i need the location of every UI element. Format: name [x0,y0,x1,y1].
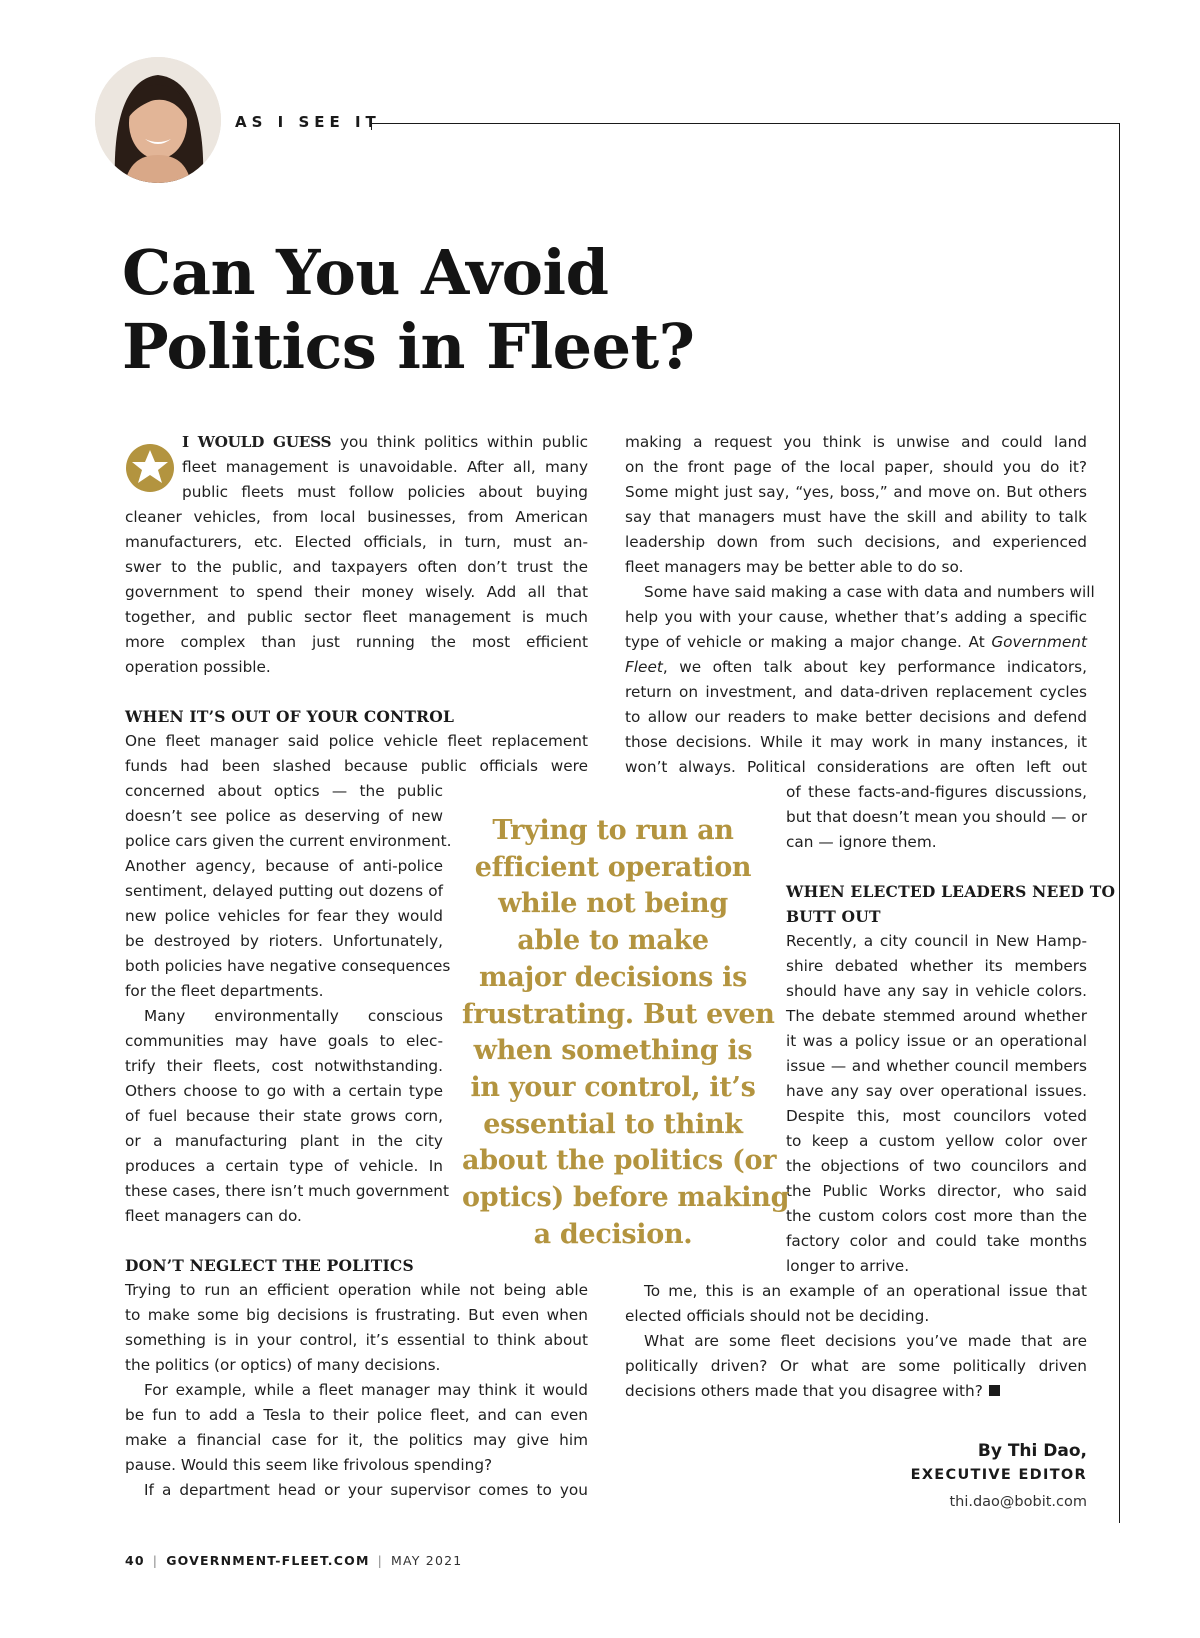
article-text-line: to allow our readers to make better decisions and defend [625,708,1087,726]
article-text-line: the custom colors cost more than the [786,1207,1087,1225]
subhead-elected-leaders-2: BUTT OUT [786,907,881,926]
article-text-line: What are some fleet decisions you’ve made that are [644,1332,1087,1350]
article-text-line: fleet managers can do. [125,1207,302,1225]
article-text-line: operation possible. [125,658,271,676]
article-text-line: to make some big decisions is frustrating. But even when [125,1306,588,1324]
page-footer [125,1553,462,1568]
headline-line-1: Can You Avoid [122,236,609,309]
article-text-line: fleet managers may be better able to do so. [625,558,964,576]
article-text-line: new police vehicles for fear they would [125,907,443,925]
article-text-line: government to spend their money wisely. Add all that [125,583,588,601]
publication-name: Government [991,633,1087,651]
article-text-line: have any say over operational issues. [786,1082,1087,1100]
article-text-line: for the fleet departments. [125,982,324,1000]
pull-quote-line: major decisions is [479,961,747,993]
article-text-line: Recently, a city council in New Hamp- [786,932,1087,950]
article-text-line: Many environmentally conscious [144,1007,443,1025]
article-headline [122,236,695,384]
footer-separator: | [152,1553,159,1568]
end-square-icon [989,1385,1000,1396]
article-text-line: If a department head or your supervisor comes to you [144,1481,588,1499]
footer-date: MAY 2021 [391,1553,463,1568]
article-text-line: produces a certain type of vehicle. In [125,1157,443,1175]
subhead-neglect-politics: DON’T NEGLECT THE POLITICS [125,1256,414,1275]
header-rule [372,123,1120,124]
article-text-line: the objections of two councilors and [786,1157,1087,1175]
article-text-line: Some have said making a case with data and numbers will [644,583,1095,601]
article-text-line: I WOULD GUESS you think politics within public [182,433,589,451]
article-text-line: type of vehicle or making a major change. At Government [625,633,1087,651]
article-text-line: to keep a custom yellow color over [786,1132,1087,1150]
article-text-line: should have any say in vehicle colors. [786,982,1087,1000]
article-text-line: these cases, there isn’t much government [125,1182,449,1200]
article-text-line: elected officials should not be deciding. [625,1307,930,1325]
article-text-line: communities may have goals to elec- [125,1032,443,1050]
byline-name: By Thi Dao, [977,1441,1087,1461]
article-text-line: together, and public sector fleet management is much [125,608,588,626]
article-text-line: doesn’t see police as deserving of new [125,807,443,825]
article-text-line: make a financial case for it, the politics may give him [125,1431,588,1449]
article-text-line: issue — and whether council members [786,1057,1087,1075]
article-text-line: politically driven? Or what are some politically driven [625,1357,1087,1375]
article-text-line: public fleets must follow policies about buying [182,483,588,501]
article-text-line: leadership down from such decisions, and experienced [625,533,1087,551]
article-text-line: longer to arrive. [786,1257,910,1275]
headline-line-2: Politics in Fleet? [122,310,695,383]
article-text-line: help you with your cause, whether that’s adding a specific [625,608,1087,626]
pull-quote-line: in your control, it’s [470,1071,756,1103]
article-text-line: Some might just say, “yes, boss,” and move on. But others [625,483,1087,501]
article-text-line: Others choose to go with a certain type [125,1082,443,1100]
article-text-line: Despite this, most councilors voted [786,1107,1087,1125]
article-text-line: pause. Would this seem like frivolous spending? [125,1456,493,1474]
article-text-line: more complex than just running the most efficient [125,633,588,651]
byline-title: EXECUTIVE EDITOR [910,1467,1087,1483]
article-text-line: making a request you think is unwise and could land [625,433,1087,451]
pull-quote-line: Trying to run an [492,815,734,846]
article-text-line: return on investment, and data-driven replacement cycles [625,683,1087,701]
article-text-line: those decisions. While it may work in many instances, it [625,733,1087,751]
article-text-line: of fuel because their state grows corn, [125,1107,443,1125]
article-text-line: won’t always. Political considerations are often left out [625,758,1087,776]
pull-quote-line: a decision. [533,1218,693,1250]
article-text-line: both policies have negative consequences [125,957,451,975]
article-text-line: fleet management is unavoidable. After all, many [182,458,588,476]
pull-quote-line: optics) before making [462,1182,790,1214]
page-border-rule [1119,123,1120,1523]
article-text-line: can — ignore them. [786,833,937,851]
article-text-line: be destroyed by rioters. Unfortunately, [125,932,443,950]
pull-quote-line: efficient operation [474,851,752,883]
star-icon [125,443,175,493]
article-text-line: The debate stemmed around whether [786,1007,1087,1025]
article-text-line: shire debated whether its members [786,957,1087,975]
pull-quote-line: about the politics (or [462,1145,777,1177]
article-text-line: police cars given the current environment. [125,832,452,850]
article-text-line: manufacturers, etc. Elected officials, in turn, must an- [125,533,588,551]
article-text-line: To me, this is an example of an operational issue that [644,1282,1087,1300]
article-text-line: decisions others made that you disagree with? [625,1379,1087,1404]
article-text-line: something is in your control, it’s essential to think about [125,1331,588,1349]
article-text-line: be fun to add a Tesla to their police fleet, and can even [125,1406,588,1424]
byline-email[interactable]: thi.dao@bobit.com [949,1494,1087,1510]
pull-quote-line: essential to think [483,1108,743,1140]
article-text-line: of these facts-and-figures discussions, [786,783,1087,801]
article-text-line: funds had been slashed because public officials were [125,757,588,775]
article-text-line: it was a policy issue or an operational [786,1032,1087,1050]
author-photo [95,57,221,183]
article-text-line: say that managers must have the skill and ability to talk [625,508,1087,526]
lead-in: I WOULD GUESS [182,433,332,451]
article-text-line: trify their fleets, cost notwithstanding. [125,1057,443,1075]
article-text-line: or a manufacturing plant in the city [125,1132,443,1150]
pull-quote [462,813,790,1253]
article-text-line: For example, while a fleet manager may think it would [144,1381,588,1399]
article-text-line: One fleet manager said police vehicle fleet replacement [125,732,588,750]
article-text-line: Trying to run an efficient operation while not being able [125,1281,588,1299]
page-number: 40 [125,1553,145,1568]
pull-quote-line: while not being [498,888,728,920]
pull-quote-line: when something is [473,1035,753,1067]
pull-quote-line: able to make [517,925,709,957]
article-text-line: the Public Works director, who said [786,1182,1087,1200]
article-text-line: cleaner vehicles, from local businesses, from American [125,508,588,526]
footer-separator: | [377,1553,384,1568]
author-portrait-icon [95,57,221,183]
article-text-line: concerned about optics — the public [125,782,443,800]
pull-quote-line: frustrating. But even [462,998,775,1030]
subhead-out-of-control: WHEN IT’S OUT OF YOUR CONTROL [125,707,455,726]
article-text-line: Fleet, we often talk about key performance indicators, [625,658,1087,676]
footer-site[interactable]: GOVERNMENT-FLEET.COM [166,1553,370,1568]
article-text-line: Another agency, because of anti-police [125,857,443,875]
article-text-line: factory color and could take months [786,1232,1087,1250]
article-text-line: the politics (or optics) of many decisions. [125,1356,441,1374]
article-text-line: swer to the public, and taxpayers often don’t trust the [125,558,588,576]
publication-name: Fleet [625,658,663,676]
article-text-line: sentiment, delayed putting out dozens of [125,882,443,900]
subhead-elected-leaders: WHEN ELECTED LEADERS NEED TO [786,882,1116,901]
article-text-line: but that doesn’t mean you should — or [786,808,1087,826]
column-kicker: AS I SEE IT [235,113,381,131]
article-text-line: on the front page of the local paper, should you do it? [625,458,1087,476]
